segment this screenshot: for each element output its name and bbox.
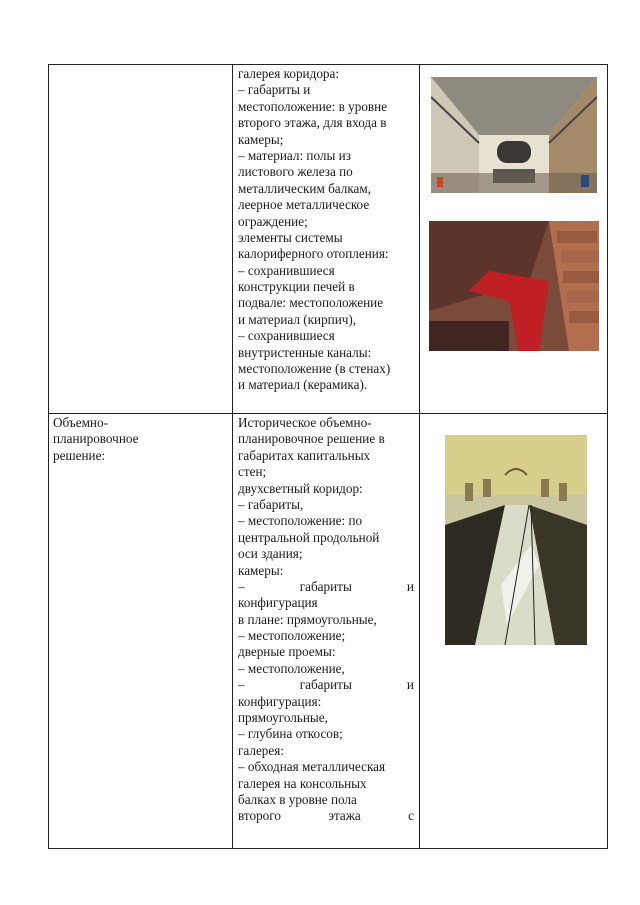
text-line: Объемно- bbox=[53, 415, 108, 430]
text-line: Историческое объемно- bbox=[238, 415, 372, 430]
text-line: второго этажа, для входа в bbox=[238, 115, 387, 131]
text-line: – местоположение; bbox=[238, 628, 346, 644]
justified-word: второго bbox=[238, 808, 281, 824]
photo-gallery-corridor bbox=[431, 77, 597, 193]
text-line: решение: bbox=[53, 447, 106, 463]
text-line: – сохранившиеся bbox=[238, 328, 335, 344]
text-line: ограждение; bbox=[238, 213, 308, 229]
document-table bbox=[48, 64, 608, 849]
text-line: подвале: местоположение bbox=[238, 295, 384, 311]
justified-word: – bbox=[238, 677, 245, 693]
text-line: стен; bbox=[238, 464, 267, 480]
row2-label bbox=[53, 415, 138, 464]
text-line: двухсветный коридор: bbox=[238, 480, 363, 496]
text-line: – местоположение, bbox=[238, 660, 345, 676]
text-line: и материал (кирпич), bbox=[238, 311, 357, 327]
text-line: конфигурация bbox=[238, 595, 318, 611]
text-line: центральной продольной bbox=[238, 529, 380, 545]
text-line: – габариты и bbox=[238, 82, 311, 98]
justified-word: и bbox=[406, 677, 414, 693]
text-line: – материал: полы из bbox=[238, 147, 351, 163]
justified-word: этажа bbox=[328, 808, 361, 824]
text-line: внутристенные каналы: bbox=[238, 344, 372, 360]
text-line: габаритах капитальных bbox=[238, 447, 371, 463]
justified-word: габариты bbox=[299, 677, 352, 693]
text-line: в плане: прямоугольные, bbox=[238, 611, 377, 627]
text-line: галерея: bbox=[238, 742, 284, 758]
text-line: и материал (керамика). bbox=[238, 377, 368, 393]
text-line: галерея на консольных bbox=[238, 775, 367, 791]
text-line: балках в уровне пола bbox=[238, 791, 357, 807]
text-line: леерное металлическое bbox=[238, 197, 370, 213]
text-line: местоположение: в уровне bbox=[238, 98, 388, 114]
text-line: камеры; bbox=[238, 131, 284, 147]
text-line: – габариты, bbox=[238, 496, 304, 512]
text-line: местоположение (в стенах) bbox=[238, 361, 391, 377]
row-divider bbox=[49, 413, 607, 414]
text-line: металлическим балкам, bbox=[238, 180, 372, 196]
text-line: – местоположение: по bbox=[238, 513, 363, 529]
column-divider-1 bbox=[232, 65, 233, 848]
text-line: – глубина откосов; bbox=[238, 726, 343, 742]
text-line: дверные проемы: bbox=[238, 644, 336, 660]
text-line: планировочное решение в bbox=[238, 431, 385, 447]
justified-text-line bbox=[238, 677, 414, 693]
text-line: конструкции печей в bbox=[238, 279, 355, 295]
column-divider-2 bbox=[419, 65, 420, 848]
text-line: галерея коридора: bbox=[238, 66, 340, 81]
justified-word: и bbox=[406, 578, 414, 594]
justified-text-line bbox=[238, 579, 414, 595]
row1-description bbox=[238, 66, 390, 394]
justified-word: – bbox=[238, 578, 245, 594]
text-line: оси здания; bbox=[238, 546, 303, 562]
row2-description bbox=[238, 415, 414, 825]
text-line: прямоугольные, bbox=[238, 710, 328, 726]
text-line: камеры: bbox=[238, 562, 284, 578]
text-line: конфигурация: bbox=[238, 693, 322, 709]
text-line: калориферного отопления: bbox=[238, 246, 389, 262]
text-line: – обходная металлическая bbox=[238, 759, 386, 775]
text-line: – сохранившиеся bbox=[238, 262, 335, 278]
justified-word: с bbox=[408, 808, 414, 824]
photo-brick-stove bbox=[429, 221, 599, 351]
text-line: элементы системы bbox=[238, 229, 343, 245]
text-line: планировочное bbox=[53, 431, 139, 447]
justified-word: габариты bbox=[299, 578, 352, 594]
justified-text-line bbox=[238, 808, 414, 824]
photo-double-height-corridor bbox=[445, 435, 587, 645]
text-line: листового железа по bbox=[238, 164, 353, 180]
